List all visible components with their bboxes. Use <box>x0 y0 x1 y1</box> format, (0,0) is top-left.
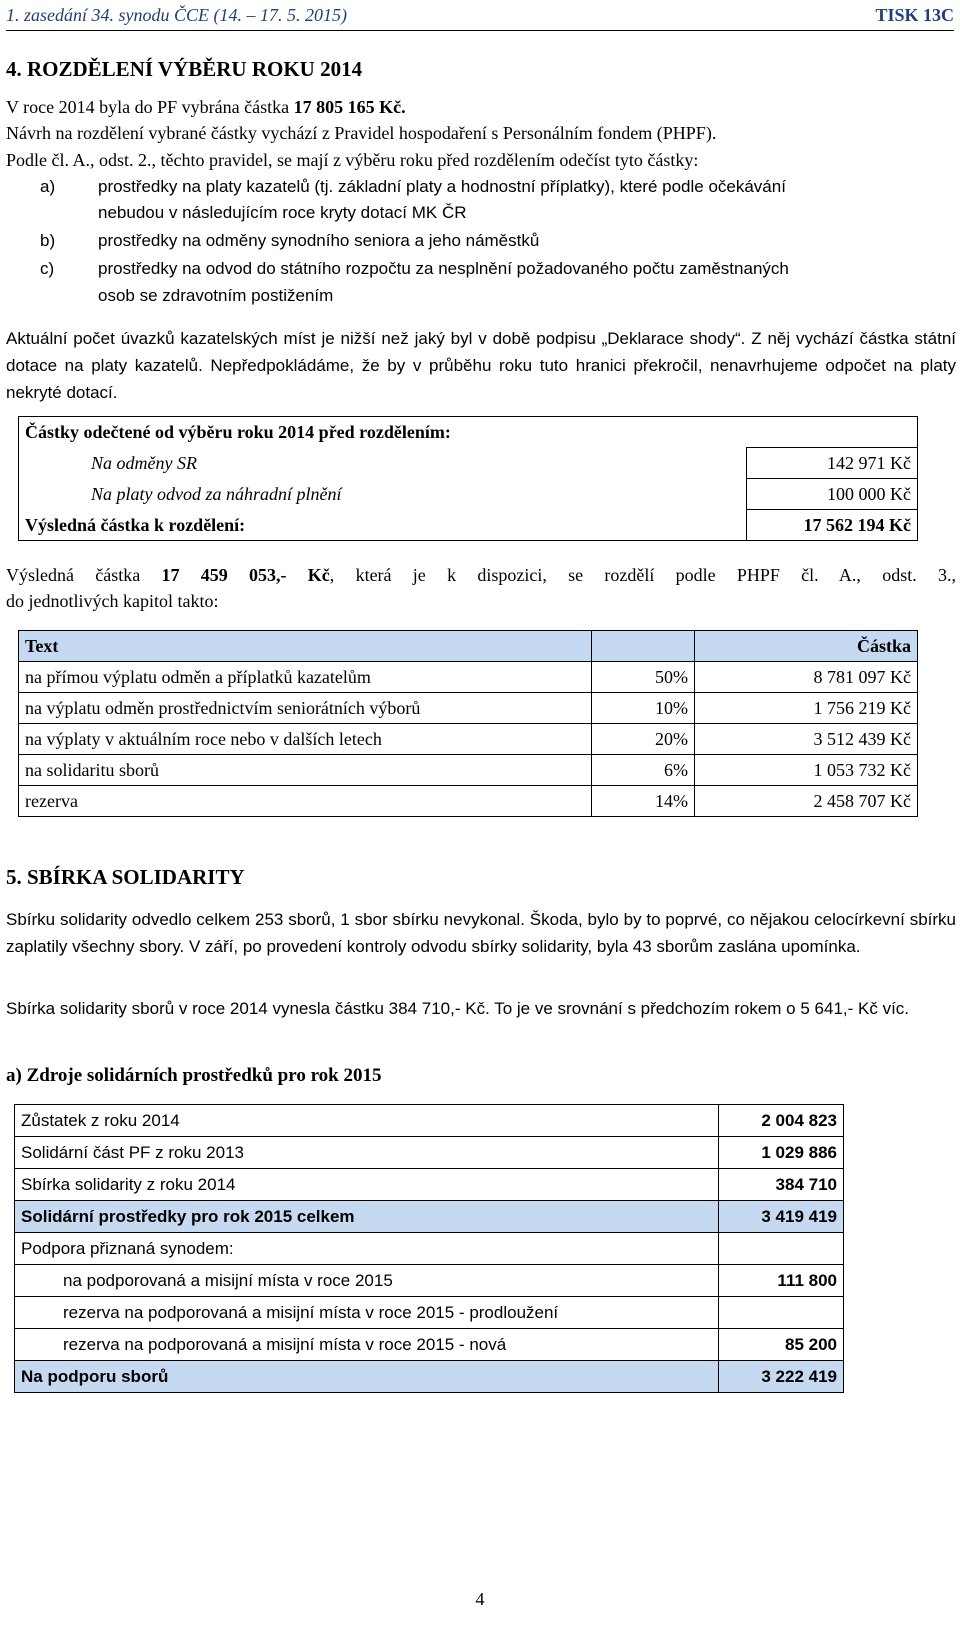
page-header <box>6 0 954 31</box>
row-amount: 3 512 439 Kč <box>695 724 918 755</box>
row-value <box>719 1297 844 1329</box>
table-row-total <box>15 1361 844 1393</box>
list-marker: c) <box>40 259 55 278</box>
section5-title: 5. SBÍRKA SOLIDARITY <box>6 865 245 889</box>
row-pct: 6% <box>592 755 695 786</box>
section5-subtitle: a) Zdroje solidárních prostředků pro rok 2015 <box>6 1065 382 1086</box>
row-pct: 20% <box>592 724 695 755</box>
row-label: Podpora přiznaná synodem: <box>15 1233 719 1265</box>
row-value: 85 200 <box>719 1329 844 1361</box>
deduction-label: Na platy odvod za náhradní plnění <box>19 479 747 510</box>
list-item-a-cont: nebudou v následujícím roce kryty dotací MK ČR <box>98 203 467 222</box>
result-label: Výsledná částka k rozdělení: <box>19 510 747 541</box>
row-text: rezerva <box>19 786 592 817</box>
list-item-b <box>40 228 956 254</box>
header-meeting-title: 1. zasedání 34. synodu ČCE (14. – 17. 5. 2015) <box>6 5 347 25</box>
row-text: na přímou výplatu odměn a příplatků kazatelům <box>19 662 592 693</box>
section5-paragraph2: Sbírka solidarity sborů v roce 2014 vynesla částku 384 710,- Kč. To je ve srovnání s předchozím rokem o 5 641,- Kč víc. <box>6 999 910 1018</box>
table-row <box>19 724 918 755</box>
row-value: 384 710 <box>719 1169 844 1201</box>
section4-intro-line1 <box>6 94 956 120</box>
list-item-c <box>40 256 956 282</box>
table-row <box>15 1169 844 1201</box>
row-label: rezerva na podporovaná a misijní místa v roce 2015 - nová <box>15 1329 719 1361</box>
table-row <box>15 1137 844 1169</box>
deduction-table-title: Částky odečtené od výběru roku 2014 před rozdělením: <box>19 417 918 448</box>
table-row <box>19 693 918 724</box>
row-label: Sbírka solidarity z roku 2014 <box>15 1169 719 1201</box>
distribution-intro-line2: do jednotlivých kapitol takto: <box>6 591 219 611</box>
list-marker: b) <box>40 231 56 250</box>
list-text: prostředky na platy kazatelů (tj. základní platy a hodnostní příplatky), které podle očekávání <box>98 177 786 196</box>
row-value: 1 029 886 <box>719 1137 844 1169</box>
row-label: na podporovaná a misijní místa v roce 2015 <box>15 1265 719 1297</box>
row-label: Na podporu sborů <box>15 1361 719 1393</box>
row-label: rezerva na podporovaná a misijní místa v roce 2015 - prodloužení <box>15 1297 719 1329</box>
table-row <box>19 662 918 693</box>
result-value: 17 562 194 Kč <box>747 510 918 541</box>
collected-amount: 17 805 165 Kč. <box>293 97 406 117</box>
row-pct: 14% <box>592 786 695 817</box>
table-row <box>19 755 918 786</box>
list-text: prostředky na odměny synodního seniora a jeho náměstků <box>98 231 540 250</box>
row-pct: 50% <box>592 662 695 693</box>
table-row <box>15 1265 844 1297</box>
row-value: 3 222 419 <box>719 1361 844 1393</box>
row-value <box>719 1233 844 1265</box>
text: Výsledná částka <box>6 565 162 585</box>
section4-title: 4. ROZDĚLENÍ VÝBĚRU ROKU 2014 <box>6 57 363 81</box>
deduction-value: 100 000 Kč <box>747 479 918 510</box>
declaration-paragraph: Aktuální počet úvazků kazatelských míst je nižší než jaký byl v době podpisu „Deklarace shody“. Z něj vychází částka státní dotace na platy kazatelů. Nepředpokládáme, že by v průběhu roku tuto hranici překročil, nenavrhujeme odpočet na platy nekryté dotací. <box>6 329 956 402</box>
header-text: Text <box>19 631 592 662</box>
row-text: na solidaritu sborů <box>19 755 592 786</box>
distribution-table <box>18 630 918 817</box>
row-label: Zůstatek z roku 2014 <box>15 1105 719 1137</box>
row-amount: 2 458 707 Kč <box>695 786 918 817</box>
header-document-code: TISK 13C <box>875 5 954 25</box>
row-value: 3 419 419 <box>719 1201 844 1233</box>
table-header-row <box>19 631 918 662</box>
list-item-a <box>40 174 956 200</box>
row-value: 111 800 <box>719 1265 844 1297</box>
text: , která je k dispozici, se rozdělí podle PHPF čl. A., odst. 3., <box>329 565 956 585</box>
list-text: prostředky na odvod do státního rozpočtu za nesplnění požadovaného počtu zaměstnaných <box>98 259 789 278</box>
section5-paragraph1: Sbírku solidarity odvedlo celkem 253 sborů, 1 sbor sbírku nevykonal. Škoda, bylo by to poprvé, co nějakou celocírkevní sbírku zaplatily všechny sbory. V září, po provedení kontroly odvodu sbírky solidarity, byla 43 sborům zaslána upomínka. <box>6 910 956 956</box>
row-value: 2 004 823 <box>719 1105 844 1137</box>
header-pct <box>592 631 695 662</box>
row-amount: 1 756 219 Kč <box>695 693 918 724</box>
section4-intro-line3: Podle čl. A., odst. 2., těchto pravidel, se mají z výběru roku před rozdělením odečíst tyto částky: <box>6 150 699 170</box>
table-row <box>19 786 918 817</box>
row-amount: 8 781 097 Kč <box>695 662 918 693</box>
table-row-total <box>15 1201 844 1233</box>
available-amount: 17 459 053,- Kč <box>161 565 330 585</box>
deduction-label: Na odměny SR <box>19 448 747 479</box>
row-text: na výplatu odměn prostřednictvím seniorátních výborů <box>19 693 592 724</box>
section4-intro-line2: Návrh na rozdělení vybrané částky vychází z Pravidel hospodaření s Personálním fondem (PHPF). <box>6 123 717 143</box>
row-label: Solidární část PF z roku 2013 <box>15 1137 719 1169</box>
table-row <box>15 1105 844 1137</box>
deduction-value: 142 971 Kč <box>747 448 918 479</box>
list-item-c-cont: osob se zdravotním postižením <box>98 286 334 305</box>
sources-table <box>14 1104 844 1393</box>
table-row <box>15 1297 844 1329</box>
row-amount: 1 053 732 Kč <box>695 755 918 786</box>
distribution-intro-line1 <box>6 562 956 588</box>
row-label: Solidární prostředky pro rok 2015 celkem <box>15 1201 719 1233</box>
deduction-table <box>18 416 918 541</box>
row-pct: 10% <box>592 693 695 724</box>
row-text: na výplaty v aktuálním roce nebo v dalších letech <box>19 724 592 755</box>
intro-text: V roce 2014 byla do PF vybrána částka <box>6 97 294 117</box>
header-amount: Částka <box>695 631 918 662</box>
table-row <box>15 1329 844 1361</box>
table-row <box>15 1233 844 1265</box>
list-marker: a) <box>40 177 56 196</box>
page-number: 4 <box>475 1589 485 1609</box>
